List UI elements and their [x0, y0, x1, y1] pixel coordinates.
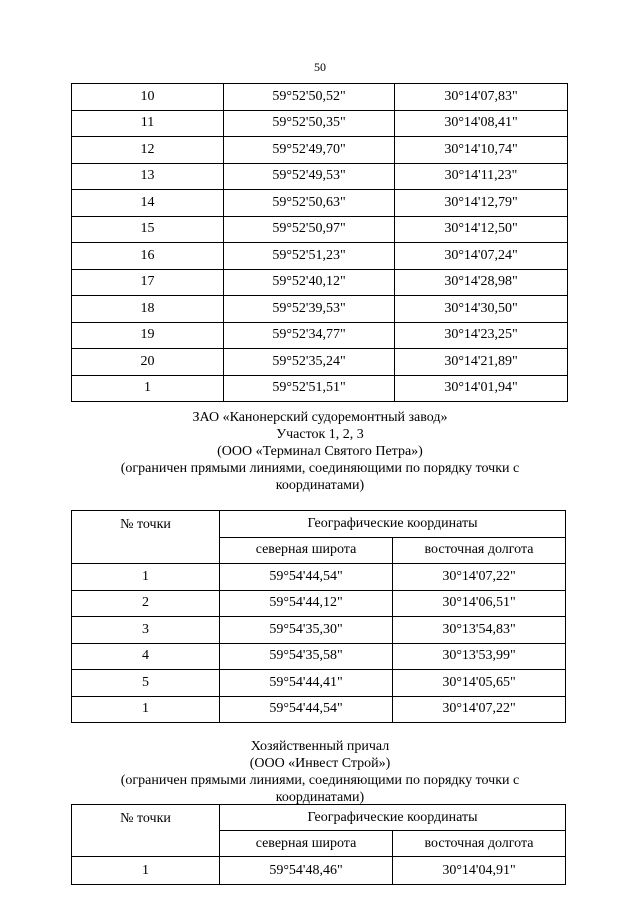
page-number: 50: [314, 60, 326, 74]
longitude-cell: 30°14'01,94": [395, 375, 568, 402]
latitude-cell: 59°52'49,70": [224, 137, 395, 164]
point-number-cell: 16: [72, 243, 224, 270]
latitude-cell: 59°52'39,53": [224, 296, 395, 323]
table-row: [72, 643, 566, 670]
table-row: [72, 375, 568, 402]
longitude-cell: 30°14'10,74": [395, 137, 568, 164]
point-number-cell: 15: [72, 216, 224, 243]
point-number-cell: 2: [72, 590, 220, 617]
point-number-cell: 11: [72, 110, 224, 137]
caption-line: (ограничен прямыми линиями, соединяющими по порядку точки с: [120, 773, 520, 788]
table-row: [72, 857, 566, 885]
table-row: [72, 670, 566, 697]
caption-line: Участок 1, 2, 3: [276, 427, 364, 442]
header-east-longitude: восточная долгота: [393, 537, 566, 564]
coordinates-table-continued: [71, 83, 568, 402]
table-row: [72, 617, 566, 644]
header-geo-coordinates: Географические координаты: [220, 805, 566, 831]
caption-line: (ООО «Инвест Строй»): [249, 756, 391, 771]
longitude-cell: 30°14'28,98": [395, 269, 568, 296]
table-row: [72, 137, 568, 164]
header-north-latitude: северная широта: [220, 831, 393, 857]
point-number-cell: 18: [72, 296, 224, 323]
table-row: [72, 269, 568, 296]
caption-line: координатами): [275, 790, 365, 805]
table-row: [72, 216, 568, 243]
latitude-cell: 59°52'35,24": [224, 349, 395, 376]
table-row: [72, 590, 566, 617]
longitude-cell: 30°14'11,23": [395, 163, 568, 190]
table-row: [72, 564, 566, 591]
latitude-cell: 59°54'35,58": [220, 643, 393, 670]
table-row: [72, 243, 568, 270]
latitude-cell: 59°52'49,53": [224, 163, 395, 190]
longitude-cell: 30°14'30,50": [395, 296, 568, 323]
table-row: [72, 163, 568, 190]
point-number-cell: 5: [72, 670, 220, 697]
header-point-number: № точки: [72, 511, 220, 564]
latitude-cell: 59°52'50,52": [224, 84, 395, 111]
point-number-cell: 13: [72, 163, 224, 190]
point-number-cell: 12: [72, 137, 224, 164]
latitude-cell: 59°52'50,35": [224, 110, 395, 137]
caption-line: координатами): [275, 478, 365, 493]
section-caption-pier: [0, 738, 640, 806]
longitude-cell: 30°14'12,50": [395, 216, 568, 243]
point-number-cell: 1: [72, 857, 220, 885]
header-east-longitude: восточная долгота: [393, 831, 566, 857]
longitude-cell: 30°14'04,91": [393, 857, 566, 885]
latitude-cell: 59°54'44,41": [220, 670, 393, 697]
point-number-cell: 20: [72, 349, 224, 376]
longitude-cell: 30°14'06,51": [393, 590, 566, 617]
table-row: [72, 296, 568, 323]
longitude-cell: 30°13'53,99": [393, 643, 566, 670]
longitude-cell: 30°13'54,83": [393, 617, 566, 644]
table-row: [72, 349, 568, 376]
latitude-cell: 59°52'50,63": [224, 190, 395, 217]
coordinates-table-pier: [71, 804, 566, 885]
point-number-cell: 14: [72, 190, 224, 217]
table-row: [72, 322, 568, 349]
header-north-latitude: северная широта: [220, 537, 393, 564]
longitude-cell: 30°14'08,41": [395, 110, 568, 137]
point-number-cell: 19: [72, 322, 224, 349]
longitude-cell: 30°14'23,25": [395, 322, 568, 349]
point-number-cell: 3: [72, 617, 220, 644]
table-row: [72, 84, 568, 111]
point-number-cell: 4: [72, 643, 220, 670]
point-number-cell: 10: [72, 84, 224, 111]
point-number-cell: 1: [72, 696, 220, 723]
header-point-number: № точки: [72, 805, 220, 857]
latitude-cell: 59°54'44,12": [220, 590, 393, 617]
point-number-cell: 1: [72, 375, 224, 402]
caption-line: (ограничен прямыми линиями, соединяющими по порядку точки с: [120, 461, 520, 476]
table-row: [72, 696, 566, 723]
latitude-cell: 59°54'48,46": [220, 857, 393, 885]
latitude-cell: 59°54'44,54": [220, 696, 393, 723]
section-caption-kanonersky: [0, 409, 640, 494]
caption-line: ЗАО «Канонерский судоремонтный завод»: [192, 410, 448, 425]
table-row: [72, 110, 568, 137]
latitude-cell: 59°52'34,77": [224, 322, 395, 349]
caption-line: Хозяйственный причал: [250, 739, 390, 754]
longitude-cell: 30°14'07,24": [395, 243, 568, 270]
longitude-cell: 30°14'07,22": [393, 564, 566, 591]
point-number-cell: 1: [72, 564, 220, 591]
latitude-cell: 59°52'51,51": [224, 375, 395, 402]
table-row: [72, 190, 568, 217]
coordinates-table-terminal: [71, 510, 566, 723]
longitude-cell: 30°14'21,89": [395, 349, 568, 376]
header-geo-coordinates: Географические координаты: [220, 511, 566, 538]
point-number-cell: 17: [72, 269, 224, 296]
latitude-cell: 59°54'35,30": [220, 617, 393, 644]
longitude-cell: 30°14'07,22": [393, 696, 566, 723]
longitude-cell: 30°14'05,65": [393, 670, 566, 697]
latitude-cell: 59°54'44,54": [220, 564, 393, 591]
latitude-cell: 59°52'51,23": [224, 243, 395, 270]
latitude-cell: 59°52'50,97": [224, 216, 395, 243]
latitude-cell: 59°52'40,12": [224, 269, 395, 296]
longitude-cell: 30°14'07,83": [395, 84, 568, 111]
caption-line: (ООО «Терминал Святого Петра»): [217, 444, 423, 459]
longitude-cell: 30°14'12,79": [395, 190, 568, 217]
